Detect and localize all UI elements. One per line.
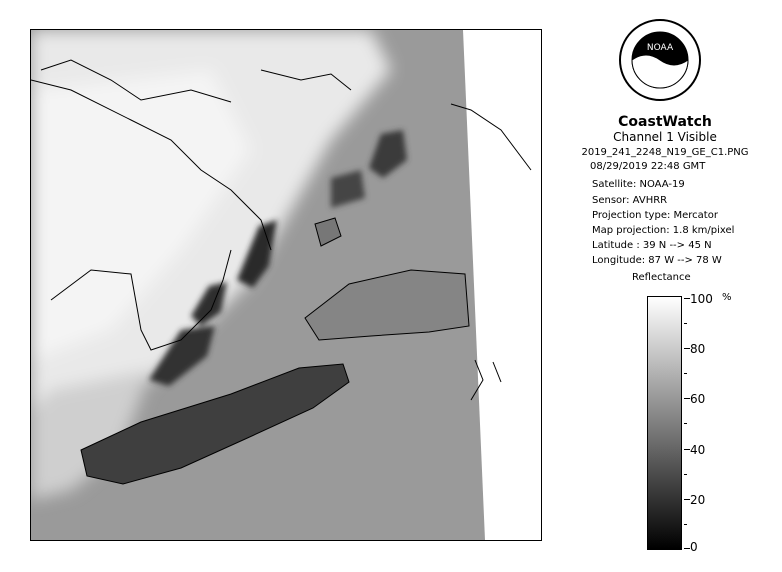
colorbar-minor-tick: [684, 423, 687, 424]
colorbar-tick-label: 80: [690, 342, 706, 356]
longitude-label: Longitude: 87 W --> 78 W: [592, 255, 722, 266]
sensor-label: Sensor: AVHRR: [592, 195, 668, 206]
map-projection-label: Map projection: 1.8 km/pixel: [592, 225, 735, 236]
colorbar-tick-label: 20: [690, 493, 706, 507]
colorbar-tick-label: 60: [690, 392, 706, 406]
noaa-logo: [618, 18, 702, 102]
colorbar-minor-tick: [684, 323, 687, 324]
latitude-label: Latitude : 39 N --> 45 N: [592, 240, 712, 251]
colorbar-tick-label: 100: [690, 292, 713, 306]
satellite-map: [30, 29, 542, 541]
logo-text: NOAA: [646, 43, 674, 53]
satellite-image: [31, 30, 541, 540]
satellite-label: Satellite: NOAA-19: [592, 179, 685, 190]
colorbar-unit: %: [722, 292, 732, 303]
colorbar-minor-tick: [684, 373, 687, 374]
colorbar-tick-label: 40: [690, 443, 706, 457]
colorbar-minor-tick: [684, 524, 687, 525]
channel-title: Channel 1 Visible: [613, 130, 717, 144]
colorbar-minor-tick: [684, 474, 687, 475]
colorbar-title: Reflectance: [632, 272, 691, 283]
brand-title: CoastWatch: [618, 114, 712, 130]
projection-type-label: Projection type: Mercator: [592, 210, 718, 221]
datetime: 08/29/2019 22:48 GMT: [590, 161, 706, 172]
colorbar: [647, 296, 682, 550]
colorbar-tick-label: 0: [690, 540, 698, 554]
file-name: 2019_241_2248_N19_GE_C1.PNG: [581, 147, 749, 158]
